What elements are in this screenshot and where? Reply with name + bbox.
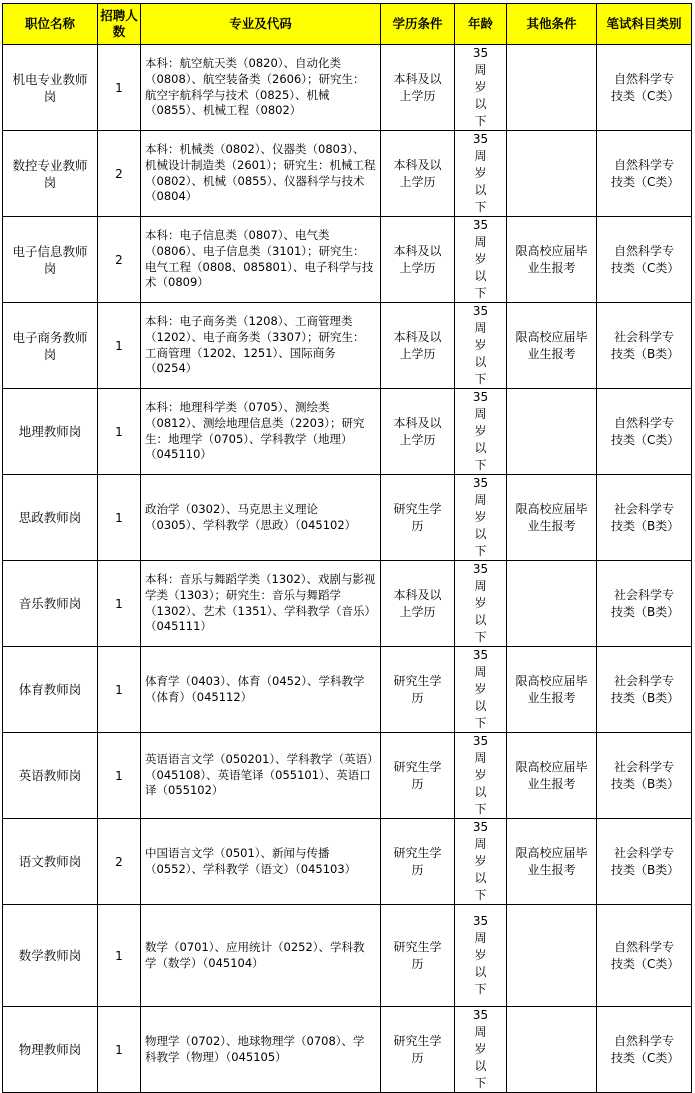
cell-major: 本科：电子商务类（1208）、工商管理类（1202）、电子商务类（3307）；研究生：工商管理（1202、1251）、国际商务（0254）	[141, 303, 381, 389]
cell-major: 中国语言文学（0501）、新闻与传播（0552）、学科教学（语文）（045103）	[141, 819, 381, 905]
header-row	[3, 4, 692, 45]
cell-exam: 自然科学专技类（C类）	[597, 1007, 692, 1093]
header-major: 专业及代码	[141, 4, 381, 45]
cell-education: 研究生学历	[381, 647, 455, 733]
table-row	[3, 131, 692, 217]
cell-age: 35周岁以下	[455, 905, 507, 1007]
cell-education: 本科及以上学历	[381, 45, 455, 131]
cell-position: 体育教师岗	[3, 647, 98, 733]
cell-major: 本科：电子信息类（0807）、电气类（0806）、电子信息类（3101）；研究生：电气工程（0808、085801）、电子科学与技术（0809）	[141, 217, 381, 303]
cell-exam: 社会科学专技类（B类）	[597, 475, 692, 561]
table-row	[3, 45, 692, 131]
cell-count: 1	[98, 475, 141, 561]
cell-education: 本科及以上学历	[381, 217, 455, 303]
cell-education: 研究生学历	[381, 1007, 455, 1093]
cell-major: 政治学（0302）、马克思主义理论（0305）、学科教学（思政）（045102）	[141, 475, 381, 561]
cell-major: 本科：机械类（0802）、仪器类（0803）、机械设计制造类（2601）；研究生：机械工程（0802）、机械（0855）、仪器科学与技术（0804）	[141, 131, 381, 217]
cell-age: 35周岁以下	[455, 561, 507, 647]
cell-education: 研究生学历	[381, 733, 455, 819]
table-row	[3, 217, 692, 303]
cell-exam: 自然科学专技类（C类）	[597, 217, 692, 303]
table-row	[3, 1007, 692, 1093]
cell-position: 地理教师岗	[3, 389, 98, 475]
cell-education: 研究生学历	[381, 905, 455, 1007]
cell-education: 本科及以上学历	[381, 131, 455, 217]
cell-count: 2	[98, 819, 141, 905]
cell-count: 2	[98, 131, 141, 217]
table-row	[3, 733, 692, 819]
cell-position: 语文教师岗	[3, 819, 98, 905]
cell-education: 本科及以上学历	[381, 389, 455, 475]
recruitment-table	[2, 3, 692, 1093]
cell-education: 研究生学历	[381, 475, 455, 561]
table-row	[3, 475, 692, 561]
cell-exam: 社会科学专技类（B类）	[597, 561, 692, 647]
table-row	[3, 647, 692, 733]
cell-age: 35周岁以下	[455, 733, 507, 819]
cell-count: 2	[98, 217, 141, 303]
cell-position: 机电专业教师岗	[3, 45, 98, 131]
cell-age: 35周岁以下	[455, 131, 507, 217]
table-row	[3, 905, 692, 1007]
cell-major: 物理学（0702）、地球物理学（0708）、学科教学（物理）（045105）	[141, 1007, 381, 1093]
cell-education: 本科及以上学历	[381, 303, 455, 389]
table-row	[3, 389, 692, 475]
cell-exam: 社会科学专技类（B类）	[597, 647, 692, 733]
cell-other	[507, 1007, 597, 1093]
cell-count: 1	[98, 1007, 141, 1093]
cell-age: 35周岁以下	[455, 1007, 507, 1093]
cell-education: 本科及以上学历	[381, 561, 455, 647]
header-count: 招聘人数	[98, 4, 141, 45]
cell-position: 电子商务教师岗	[3, 303, 98, 389]
cell-other: 限高校应届毕业生报考	[507, 475, 597, 561]
cell-count: 1	[98, 905, 141, 1007]
cell-age: 35周岁以下	[455, 475, 507, 561]
cell-position: 英语教师岗	[3, 733, 98, 819]
header-education: 学历条件	[381, 4, 455, 45]
cell-age: 35周岁以下	[455, 45, 507, 131]
cell-other	[507, 131, 597, 217]
cell-count: 1	[98, 647, 141, 733]
cell-position: 数学教师岗	[3, 905, 98, 1007]
cell-age: 35周岁以下	[455, 647, 507, 733]
cell-exam: 社会科学专技类（B类）	[597, 303, 692, 389]
cell-exam: 自然科学专技类（C类）	[597, 45, 692, 131]
cell-age: 35周岁以下	[455, 819, 507, 905]
cell-major: 英语语言文学（050201）、学科教学（英语）（045108）、英语笔译（055101）、英语口译（055102）	[141, 733, 381, 819]
cell-count: 1	[98, 45, 141, 131]
cell-major: 数学（0701）、应用统计（0252）、学科教学（数学）（045104）	[141, 905, 381, 1007]
cell-other	[507, 45, 597, 131]
cell-exam: 自然科学专技类（C类）	[597, 389, 692, 475]
header-other: 其他条件	[507, 4, 597, 45]
cell-position: 思政教师岗	[3, 475, 98, 561]
cell-position: 电子信息教师岗	[3, 217, 98, 303]
cell-count: 1	[98, 303, 141, 389]
cell-age: 35周岁以下	[455, 303, 507, 389]
cell-position: 音乐教师岗	[3, 561, 98, 647]
cell-age: 35周岁以下	[455, 389, 507, 475]
cell-exam: 社会科学专技类（B类）	[597, 733, 692, 819]
header-age: 年龄	[455, 4, 507, 45]
cell-other: 限高校应届毕业生报考	[507, 217, 597, 303]
cell-education: 研究生学历	[381, 819, 455, 905]
cell-other	[507, 561, 597, 647]
cell-major: 体育学（0403）、体育（0452）、学科教学（体育）（045112）	[141, 647, 381, 733]
table-row	[3, 819, 692, 905]
cell-position: 数控专业教师岗	[3, 131, 98, 217]
cell-major: 本科：音乐与舞蹈学类（1302）、戏剧与影视学类（1303）；研究生：音乐与舞蹈学（1302）、艺术（1351）、学科教学（音乐）（045111）	[141, 561, 381, 647]
header-exam: 笔试科目类别	[597, 4, 692, 45]
cell-count: 1	[98, 561, 141, 647]
cell-other: 限高校应届毕业生报考	[507, 647, 597, 733]
cell-other: 限高校应届毕业生报考	[507, 733, 597, 819]
cell-count: 1	[98, 733, 141, 819]
cell-other: 限高校应届毕业生报考	[507, 303, 597, 389]
table-row	[3, 303, 692, 389]
cell-position: 物理教师岗	[3, 1007, 98, 1093]
cell-major: 本科：航空航天类（0820）、自动化类（0808）、航空装备类（2606）；研究生：航空宇航科学与技术（0825）、机械（0855）、机械工程（0802）	[141, 45, 381, 131]
table-row	[3, 561, 692, 647]
cell-age: 35周岁以下	[455, 217, 507, 303]
cell-other	[507, 905, 597, 1007]
cell-count: 1	[98, 389, 141, 475]
cell-other: 限高校应届毕业生报考	[507, 819, 597, 905]
cell-exam: 自然科学专技类（C类）	[597, 131, 692, 217]
cell-major: 本科：地理科学类（0705）、测绘类（0812）、测绘地理信息类（2203）；研究生：地理学（0705）、学科教学（地理）（045110）	[141, 389, 381, 475]
cell-other	[507, 389, 597, 475]
cell-exam: 社会科学专技类（B类）	[597, 819, 692, 905]
header-position: 职位名称	[3, 4, 98, 45]
cell-exam: 自然科学专技类（C类）	[597, 905, 692, 1007]
